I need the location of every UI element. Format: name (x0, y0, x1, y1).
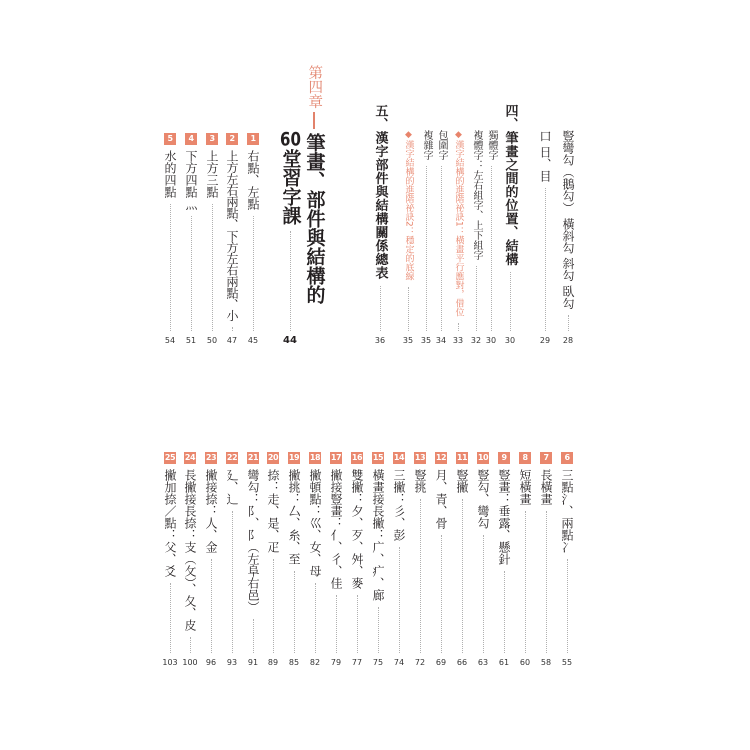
lesson-entry (387, 452, 411, 668)
lesson-number-badge: 22 (226, 453, 238, 462)
toc-subentry-label: 複雜字 (421, 130, 432, 160)
dotted-leader (546, 511, 547, 653)
dotted-leader (170, 204, 171, 331)
toc-page-number: 28 (562, 336, 574, 345)
dotted-leader (315, 583, 316, 653)
lesson-number-badge: 12 (435, 453, 447, 462)
lesson-label: 短橫畫 (518, 469, 532, 505)
lesson-label: 撇接捺：人、金 (204, 469, 218, 553)
lesson-label: 三撇：彡、彭 (392, 469, 406, 541)
dotted-leader (290, 231, 291, 331)
lesson-entry (429, 452, 453, 668)
dotted-leader (253, 619, 254, 653)
dotted-leader (212, 204, 213, 331)
dotted-leader (483, 535, 484, 653)
lesson-number-badge: 4 (185, 133, 197, 145)
lesson-entry (513, 452, 537, 668)
lesson-entry (200, 133, 224, 346)
lesson-label: 上方左右兩點、下方左右兩點、小 (225, 150, 239, 322)
lesson-entry (220, 452, 244, 668)
dotted-leader (357, 595, 358, 653)
lesson-entry (241, 133, 265, 346)
lesson-entry (282, 452, 306, 668)
lesson-entry (555, 452, 579, 668)
lesson-number-badge: 20 (267, 453, 279, 462)
lesson-page-number: 69 (435, 658, 447, 667)
lesson-entry (450, 452, 474, 668)
lesson-number-badge: 7 (540, 452, 552, 464)
lesson-label: 三點氵、兩點冫 (560, 469, 574, 553)
lesson-entry (366, 452, 390, 668)
lesson-entry (324, 452, 348, 668)
lesson-label: 長橫畫 (539, 469, 553, 505)
lesson-label: 豎畫：垂露、懸針 (497, 469, 511, 565)
lesson-number-badge: 18 (309, 453, 321, 462)
toc-page-number: 35 (402, 336, 414, 345)
lesson-number-badge: 10 (477, 453, 489, 462)
lesson-number-badge: 3 (206, 133, 218, 145)
lesson-page-number: 47 (226, 336, 238, 345)
dotted-leader (568, 315, 569, 331)
chapter-title-text: 堂習字課 (279, 149, 302, 225)
lesson-label: 捺：走、是、疋 (266, 469, 280, 553)
toc-subentry-label: 獨體字 (486, 130, 497, 160)
lesson-page-number: 75 (372, 658, 384, 667)
dotted-leader (190, 637, 191, 653)
toc-subentry-label: 包圍字 (436, 130, 447, 160)
toc-tip-label: ◆漢字結構的進階祕訣1：橫畫平行應對，借位 (453, 130, 464, 317)
lesson-label: 右點、左點 (246, 150, 260, 210)
lesson-number-badge: 11 (456, 453, 468, 462)
lesson-number-badge: 13 (414, 453, 426, 462)
toc-page-number: 34 (435, 336, 447, 345)
lesson-number-badge: 6 (561, 452, 573, 464)
lesson-number-badge: 15 (372, 453, 384, 462)
lesson-label: 下方四點灬 (184, 150, 198, 210)
dotted-leader (253, 216, 254, 331)
dotted-leader (294, 571, 295, 653)
lesson-label: 豎撇 (455, 469, 469, 493)
dotted-leader (191, 216, 192, 331)
lesson-page-number: 72 (414, 658, 426, 667)
lesson-number-badge: 16 (351, 453, 363, 462)
dotted-leader (408, 287, 409, 331)
lesson-entry (471, 452, 495, 668)
dotted-leader (545, 188, 546, 331)
lesson-number-badge: 24 (184, 453, 196, 462)
lesson-page-number: 103 (162, 658, 178, 667)
lesson-page-number: 79 (330, 658, 342, 667)
dotted-leader (380, 286, 381, 332)
lesson-label: 橫畫接長撇：广、疒、廊 (371, 469, 385, 601)
lesson-page-number: 93 (226, 658, 238, 667)
lesson-label: 廴、辶 (225, 469, 239, 505)
toc-page-number: 32 (470, 336, 482, 345)
dotted-leader (232, 327, 233, 331)
lesson-entry (158, 133, 182, 346)
lesson-label: 豎挑 (413, 469, 427, 493)
dotted-leader (441, 166, 442, 331)
lesson-page-number: 60 (519, 658, 531, 667)
dotted-leader (232, 511, 233, 653)
lesson-number-badge: 14 (393, 453, 405, 462)
toc-page-number: 29 (539, 336, 551, 345)
lesson-entry (199, 452, 223, 668)
chapter-number: 第四章 (306, 65, 323, 109)
chapter-rule (313, 112, 315, 129)
dotted-leader (491, 166, 492, 331)
lesson-label: 月、青、骨 (434, 469, 448, 529)
toc-section-header (368, 104, 392, 346)
lesson-label: 彎勾：阝、阝（左阜右邑） (246, 469, 260, 613)
lesson-label: 長撇接長捺：支（攵）、夂、皮 (183, 469, 197, 631)
chapter-page-number: 44 (283, 335, 297, 346)
lesson-label: 撇加捺／點：父、爻 (163, 469, 177, 577)
lesson-page-number: 66 (456, 658, 468, 667)
chapter-title-line2 (281, 130, 300, 225)
dotted-leader (273, 559, 274, 653)
toc-tip-label: ◆漢字結構的進階祕訣2：穩定的底線 (403, 130, 414, 281)
lesson-number-badge: 9 (498, 452, 510, 464)
lesson-page-number: 91 (247, 658, 259, 667)
lesson-page-number: 74 (393, 658, 405, 667)
dotted-leader (476, 266, 477, 331)
dotted-leader (458, 323, 459, 331)
toc-entry-label: 口 日、目 (538, 130, 552, 182)
lesson-page-number: 51 (185, 336, 197, 345)
lesson-number-badge: 19 (288, 453, 300, 462)
lesson-page-number: 55 (561, 658, 573, 667)
lesson-entry (345, 452, 369, 668)
lesson-number-badge: 8 (519, 452, 531, 464)
lesson-number-badge: 25 (164, 453, 176, 462)
lesson-page-number: 77 (351, 658, 363, 667)
lesson-label: 上方三點 (205, 150, 219, 198)
lesson-label: 雙撇：夕、歹、舛、麥 (350, 469, 364, 589)
lesson-page-number: 50 (206, 336, 218, 345)
lesson-entry (534, 452, 558, 668)
lesson-page-number: 89 (267, 658, 279, 667)
lesson-number-badge: 5 (164, 133, 176, 145)
lesson-page-number: 61 (498, 658, 510, 667)
toc-page-number: 35 (420, 336, 432, 345)
toc-page-number: 33 (452, 336, 464, 345)
chapter-title-count: 60 (280, 130, 301, 149)
chapter-title-column (278, 130, 302, 346)
dotted-leader (378, 607, 379, 653)
dotted-leader (399, 547, 400, 653)
dotted-leader (441, 535, 442, 653)
section-title: 五、漢字部件與結構關係總表 (372, 104, 388, 280)
lesson-entry (408, 452, 432, 668)
toc-entry-label: 豎彎勾（鵝勾） 橫斜勾 斜勾 臥勾 (561, 130, 575, 310)
dotted-leader (462, 499, 463, 653)
lesson-entry (179, 133, 203, 346)
lesson-number-badge: 1 (247, 133, 259, 145)
lesson-page-number: 85 (288, 658, 300, 667)
dotted-leader (336, 595, 337, 653)
lesson-page-number: 58 (540, 658, 552, 667)
dotted-leader (510, 272, 511, 331)
toc-entry (533, 130, 557, 346)
lesson-number-badge: 23 (205, 453, 217, 462)
lesson-number-badge: 21 (247, 453, 259, 462)
lesson-entry (492, 452, 516, 668)
lesson-page-number: 54 (164, 336, 176, 345)
toc-page-number: 30 (504, 336, 516, 345)
lesson-label: 撇挑：厶、糸、至 (287, 469, 301, 565)
dotted-leader (211, 559, 212, 653)
lesson-page-number: 100 (182, 658, 198, 667)
lesson-label: 撇頓點：巛、女、母 (308, 469, 322, 577)
lesson-page-number: 45 (247, 336, 259, 345)
dotted-leader (420, 499, 421, 653)
toc-page-number: 30 (485, 336, 497, 345)
dotted-leader (504, 571, 505, 653)
toc-subentry-label: 複體字：左右組字、上下組字 (471, 130, 482, 260)
lesson-entry (158, 452, 182, 668)
lesson-label: 水的四點 (163, 150, 177, 198)
chapter-heading (302, 65, 326, 304)
dotted-leader (567, 559, 568, 653)
lesson-label: 豎勾、彎勾 (476, 469, 490, 529)
chapter-title-line1: 筆畫、部件與結構的 (303, 132, 326, 304)
dotted-leader (525, 511, 526, 653)
lesson-page-number: 96 (205, 658, 217, 667)
lesson-entry (241, 452, 265, 668)
lesson-page-number: 63 (477, 658, 489, 667)
toc-page-number: 36 (374, 336, 386, 345)
lesson-number-badge: 17 (330, 453, 342, 462)
section-title: 四、筆畫之間的位置、結構 (502, 104, 518, 266)
toc-tip-entry (396, 130, 420, 346)
lesson-label: 撇接豎畫：亻、彳、佳 (329, 469, 343, 589)
lesson-number-badge: 2 (226, 133, 238, 145)
toc-entry (556, 130, 580, 346)
dotted-leader (426, 166, 427, 331)
lesson-page-number: 82 (309, 658, 321, 667)
lesson-entry (303, 452, 327, 668)
dotted-leader (170, 583, 171, 653)
